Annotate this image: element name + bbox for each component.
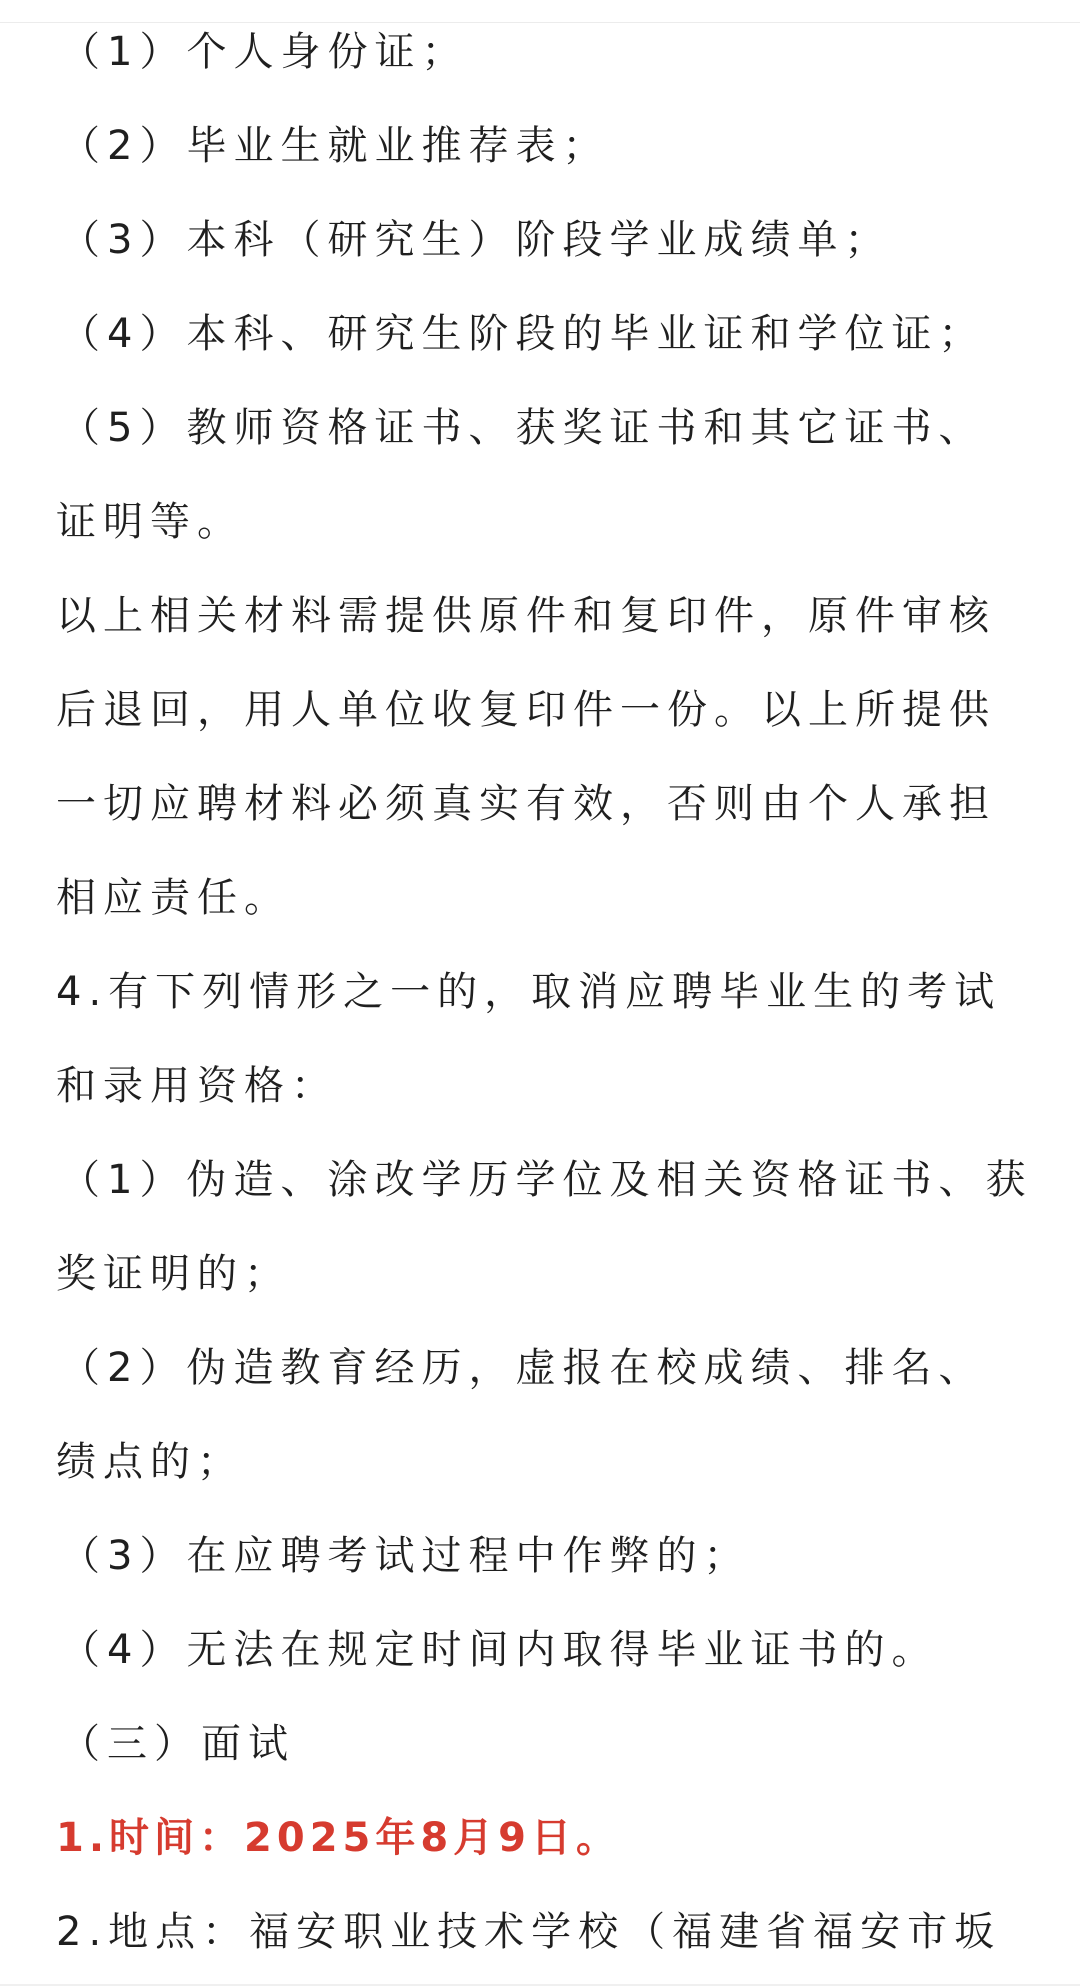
materials-note-line-1: 以上相关材料需提供原件和复印件，原件审核 [56, 593, 996, 639]
doc-item-5: （5）教师资格证书、获奖证书和其它证书、 [60, 405, 986, 451]
section-4-heading: 4.有下列情形之一的，取消应聘毕业生的考试 [56, 969, 1002, 1015]
disqualify-item-3: （3）在应聘考试过程中作弊的； [60, 1533, 751, 1579]
materials-note-line-4: 相应责任。 [56, 875, 291, 921]
top-divider [0, 0, 1080, 23]
interview-time: 1.时间：2025年8月9日。 [56, 1815, 622, 1861]
doc-item-2: （2）毕业生就业推荐表； [60, 123, 610, 169]
doc-item-1: （1）个人身份证； [60, 29, 469, 75]
disqualify-item-2-cont: 绩点的； [56, 1439, 244, 1485]
doc-item-5-cont: 证明等。 [56, 499, 244, 545]
doc-item-3: （3）本科（研究生）阶段学业成绩单； [60, 217, 892, 263]
interview-location: 2.地点：福安职业技术学校（福建省福安市坂 [56, 1909, 1002, 1955]
materials-note-line-2: 后退回，用人单位收复印件一份。以上所提供 [56, 687, 996, 733]
disqualify-item-4: （4）无法在规定时间内取得毕业证书的。 [60, 1627, 939, 1673]
section-4-heading-cont: 和录用资格： [56, 1063, 338, 1109]
disqualify-item-1-cont: 奖证明的； [56, 1251, 291, 1297]
disqualify-item-1: （1）伪造、涂改学历学位及相关资格证书、获 [60, 1157, 1033, 1203]
section-interview-heading: （三）面试 [60, 1721, 295, 1767]
materials-note-line-3: 一切应聘材料必须真实有效，否则由个人承担 [56, 781, 996, 827]
disqualify-item-2: （2）伪造教育经历，虚报在校成绩、排名、 [60, 1345, 986, 1391]
doc-item-4: （4）本科、研究生阶段的毕业证和学位证； [60, 311, 986, 357]
